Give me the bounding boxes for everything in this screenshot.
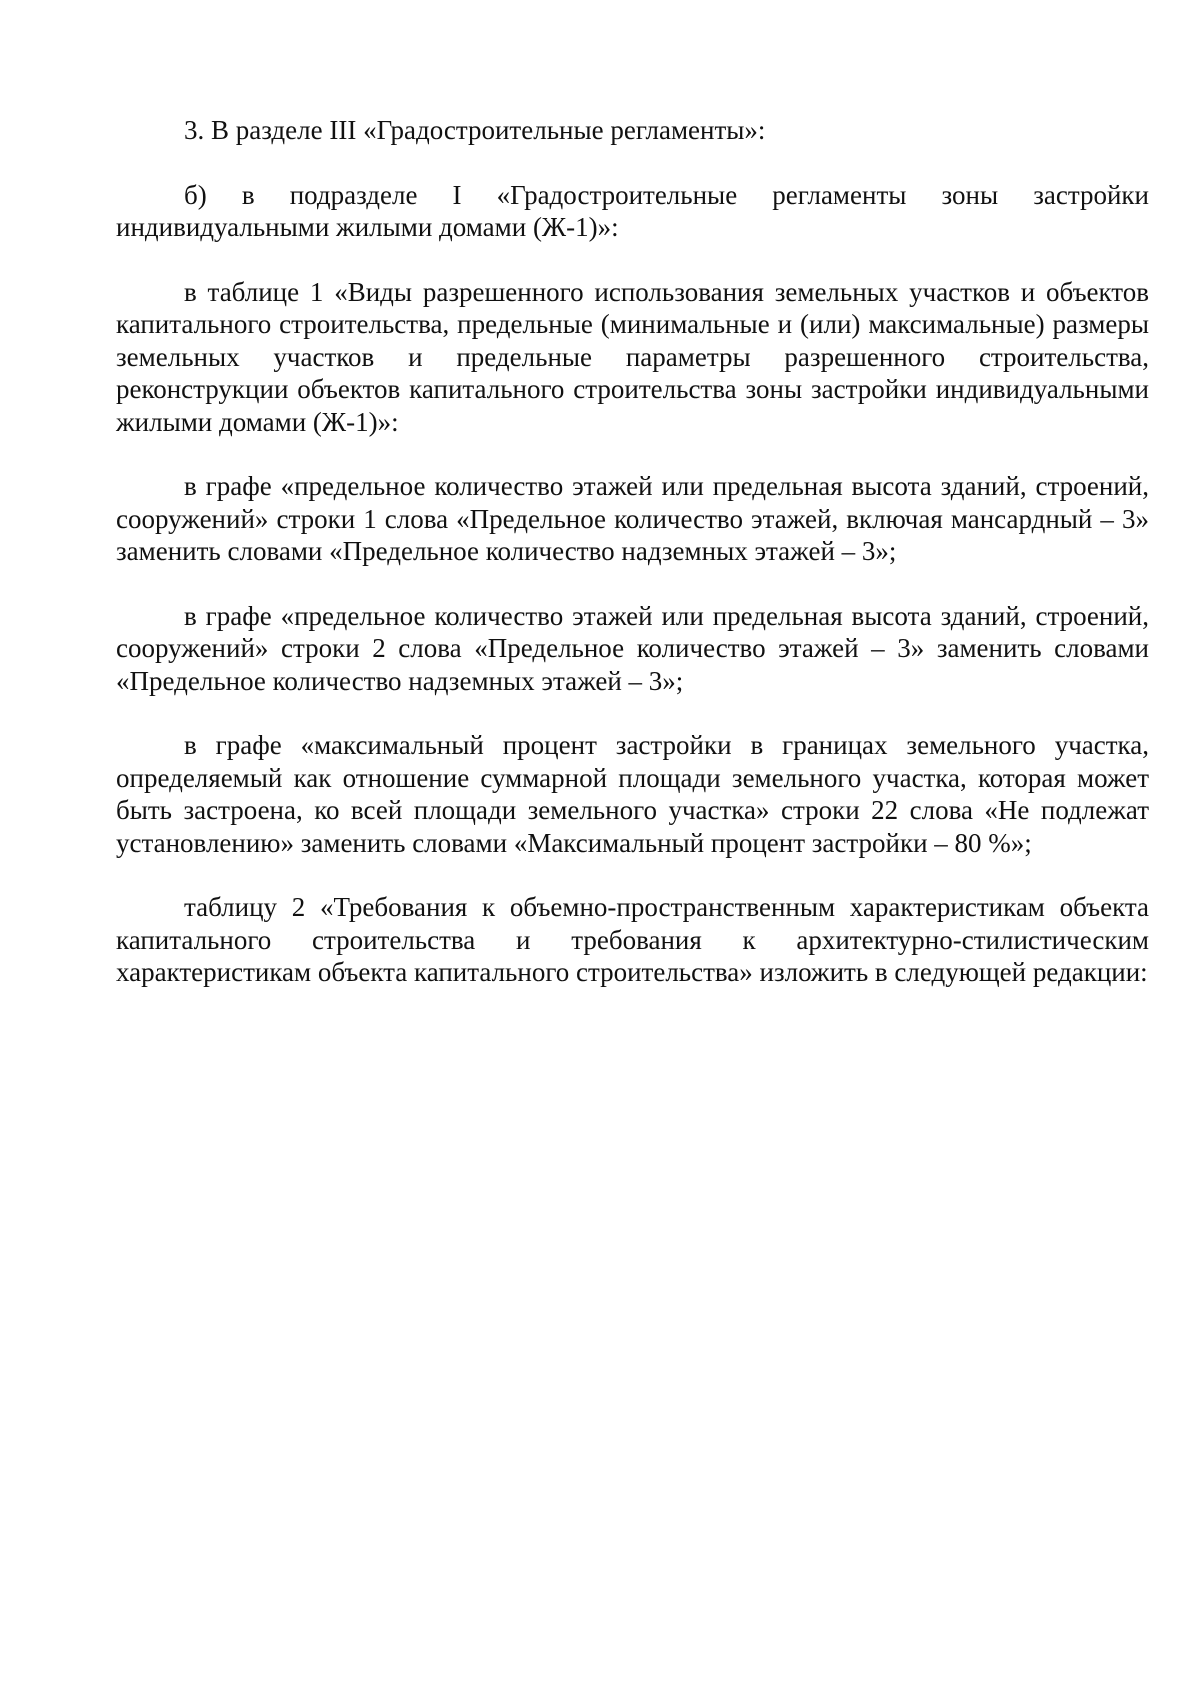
row-2-amendment-paragraph: в графе «предельное количество этажей или предельная высота зданий, строений, сооружений» строки 2 слова «Предельное количество этажей – 3» заменить словами «Предельное количество надземных этажей – 3»; <box>116 600 1149 696</box>
table-1-paragraph: в таблице 1 «Виды разрешенного использования земельных участков и объектов капитального строительства, предельные (минимальные и (или) максимальные) размеры земельных участков и предельные параметры разрешенного строительства, реконструкции объектов капитального строительства зоны застройки индивидуальными жилыми домами (Ж-1)»: <box>116 276 1149 437</box>
document-body <box>116 114 1149 1021</box>
row-1-amendment-paragraph: в графе «предельное количество этажей или предельная высота зданий, строений, сооружений» строки 1 слова «Предельное количество этажей, включая мансардный – 3» заменить словами «Предельное количество надземных этажей – 3»; <box>116 471 1149 566</box>
section-heading-paragraph: 3. В разделе III «Градостроительные регламенты»: <box>184 115 766 145</box>
row-22-amendment-paragraph: в графе «максимальный процент застройки в границах земельного участка, определяемый как отношение суммарной площади земельного участка, которая может быть застроена, ко всей площади земельного участка» строки 22 слова «Не подлежат установлению» заменить словами «Максимальный процент застройки – 80 %»; <box>116 730 1149 858</box>
table-2-paragraph: таблицу 2 «Требования к объемно-пространственным характеристикам объекта капитального строительства и требования к архитектурно-стилистическим характеристикам объекта капитального строительства» изложить в следующей редакции: <box>116 892 1149 987</box>
subsection-paragraph: б) в подразделе I «Градостроительные регламенты зоны застройки индивидуальными жилыми домами (Ж-1)»: <box>116 179 1149 242</box>
